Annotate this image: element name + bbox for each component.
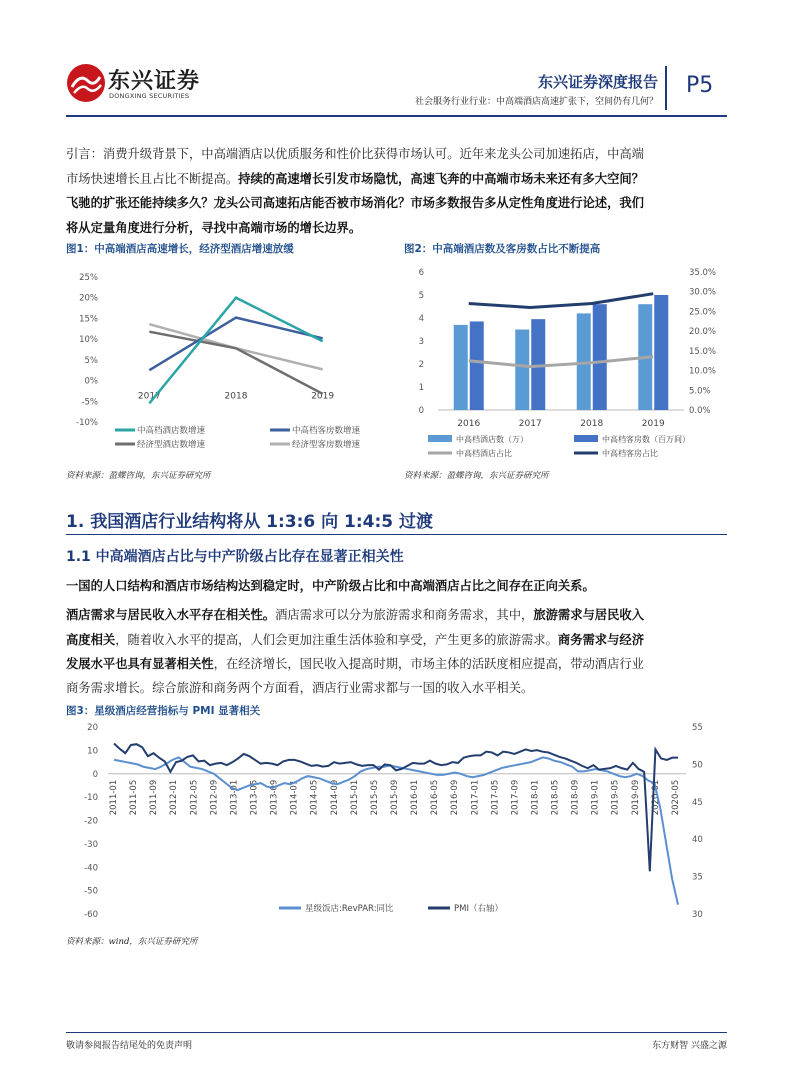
fig3-xtick-label: 2017-09 <box>510 779 521 816</box>
fig2-ytick-right: 35.0% <box>689 268 717 278</box>
fig3-xtick-label: 2011-05 <box>129 779 140 816</box>
fig1-ytick-label: 20% <box>79 293 98 304</box>
fig2-bar <box>593 304 607 410</box>
fig3-legend-label: PMI（右轴） <box>454 904 503 914</box>
fig3-xtick-label: 2020-01 <box>650 779 661 816</box>
fig3-xtick-label: 2018-05 <box>550 779 561 816</box>
fig1-ytick-label: -10% <box>76 418 98 428</box>
fig2-chart <box>404 262 729 462</box>
fig3-xtick-label: 2011-09 <box>149 779 160 816</box>
footer-slogan: 东方财智 兴盛之源 <box>652 1041 727 1051</box>
fig3-xtick-label: 2017-05 <box>490 779 501 816</box>
fig3-ytick-left: -60 <box>84 910 98 920</box>
fig3-xtick-label: 2016-01 <box>410 779 421 816</box>
header-divider <box>665 66 667 110</box>
fig3-ytick-left: 20 <box>87 723 98 733</box>
brand-name-en: DONGXING SECURITIES <box>109 92 190 100</box>
fig1-ytick-label: 15% <box>79 314 98 325</box>
fig3-ytick-left: 10 <box>87 746 98 757</box>
fig1-ytick-label: 10% <box>79 335 98 346</box>
fig2-bar <box>654 295 668 410</box>
brand-name-cn: 东兴证券 <box>108 69 201 94</box>
fig3-xtick-label: 2012-05 <box>189 779 200 816</box>
fig2-series-line <box>469 294 654 308</box>
fig1-legend-label: 经济型客房数增速 <box>292 440 361 450</box>
fig3-xtick-label: 2012-01 <box>169 779 180 816</box>
fig3-xtick-label: 2016-05 <box>430 779 441 816</box>
fig3-ytick-right: 40 <box>692 835 703 846</box>
fig2-xtick-label: 2018 <box>580 419 604 429</box>
fig2-series-line <box>469 357 654 367</box>
fig3-ytick-left: 0 <box>92 769 98 780</box>
fig2-ytick-right: 25.0% <box>689 307 717 318</box>
fig2-legend-label: 中高档客房数（百万间） <box>602 435 690 444</box>
fig3-ytick-right: 30 <box>692 910 703 920</box>
header-rule <box>66 115 727 117</box>
fig3-source: 资料来源：wind，东兴证券研究所 <box>66 937 198 947</box>
fig2-xtick-label: 2017 <box>518 419 542 429</box>
paragraph-line: 酒店需求与居民收入水平存在相关性。酒店需求可以分为旅游需求和商务需求，其中，旅游需求与居民收入 <box>66 607 644 622</box>
company-logo-icon <box>66 63 106 103</box>
paragraph-line: 商务需求增长。综合旅游和商务两个方面看，酒店行业需求都与一国的收入水平相关。 <box>66 680 534 695</box>
fig3-xtick-label: 2019-09 <box>630 779 641 816</box>
footer-disclaimer: 敬请参阅报告结尾处的免责声明 <box>66 1041 193 1051</box>
fig2-ytick-right: 15.0% <box>689 346 717 357</box>
fig2-legend-label: 中高档客房占比 <box>602 449 658 458</box>
fig2-ytick-left: 1 <box>418 383 424 393</box>
fig3-ytick-left: -40 <box>84 863 98 874</box>
fig3-xtick-label: 2016-09 <box>450 779 461 816</box>
fig1-xtick-label: 2017 <box>137 391 161 402</box>
fig2-source: 资料来源：盈蝶咨询，东兴证券研究所 <box>404 471 549 481</box>
paragraph-line: 发展水平也具有显著相关性，在经济增长，国民收入提高时期，市场主体的活跃度相应提高，带动酒店行业 <box>66 656 644 671</box>
fig3-xtick-label: 2019-05 <box>610 779 621 816</box>
fig3-xtick-label: 2014-09 <box>329 779 340 816</box>
fig3-xtick-label: 2014-01 <box>289 779 300 816</box>
fig3-xtick-label: 2015-01 <box>349 779 360 816</box>
intro-paragraph <box>66 143 736 240</box>
fig3-ytick-right: 50 <box>692 760 703 771</box>
fig3-series-line <box>114 757 678 904</box>
fig2-ytick-right: 30.0% <box>689 287 717 298</box>
fig1-chart <box>66 262 386 460</box>
report-subtitle: 社会服务行业行业：中高端酒店高速扩张下，空间仍有几何？ <box>414 97 658 107</box>
fig3-xtick-label: 2015-05 <box>369 779 380 816</box>
fig3-xtick-label: 2017-01 <box>470 779 481 816</box>
fig3-legend-label: 星级饭店:RevPAR:同比 <box>305 904 394 914</box>
fig3-xtick-label: 2012-09 <box>209 779 220 816</box>
intro-line: 引言：消费升级背景下，中高端酒店以优质服务和性价比获得市场认可。近年来龙头公司加速拓店，中高端 <box>66 147 644 161</box>
fig3-xtick-label: 2019-01 <box>590 779 601 816</box>
fig1-series-line <box>149 298 322 404</box>
fig1-title: 图1：中高端酒店高速增长，经济型酒店增速放缓 <box>66 243 294 255</box>
fig1-ytick-label: 25% <box>79 273 98 283</box>
fig3-ytick-left: -10 <box>84 793 98 804</box>
fig2-ytick-left: 3 <box>418 337 424 347</box>
fig2-legend-swatch <box>574 435 598 442</box>
fig3-xtick-label: 2020-05 <box>670 779 681 816</box>
fig3-ytick-right: 55 <box>692 723 703 733</box>
fig3-title: 图3：星级酒店经营指标与 PMI 显著相关 <box>66 705 261 717</box>
fig2-ytick-right: 10.0% <box>689 366 717 377</box>
fig3-xtick-label: 2015-09 <box>389 779 400 816</box>
fig3-ytick-left: -20 <box>84 816 98 827</box>
fig2-legend-label: 中高档酒店数（万） <box>456 435 528 444</box>
fig3-xtick-label: 2014-05 <box>309 779 320 816</box>
fig2-bar <box>470 321 484 410</box>
fig3-xtick-label: 2018-09 <box>570 779 581 816</box>
fig3-chart <box>66 718 731 928</box>
fig2-ytick-right: 0.0% <box>689 406 711 416</box>
fig2-ytick-left: 0 <box>418 406 424 416</box>
fig2-legend-swatch <box>428 435 452 442</box>
section-lead: 一国的人口结构和酒店市场结构达到稳定时，中产阶级占比和中高端酒店占比之间存在正向关系。 <box>66 578 595 593</box>
intro-line: 将从定量角度进行分析，寻找中高端市场的增长边界。 <box>66 219 362 235</box>
section-rule <box>66 534 727 535</box>
section-paragraph <box>66 603 736 700</box>
fig3-ytick-right: 45 <box>692 797 703 808</box>
fig3-xtick-label: 2018-01 <box>530 779 541 816</box>
fig2-xtick-label: 2016 <box>457 419 481 429</box>
fig3-xtick-label: 2013-05 <box>249 779 260 816</box>
fig3-xtick-label: 2011-01 <box>109 779 119 816</box>
fig2-ytick-left: 6 <box>418 268 424 278</box>
fig2-bar <box>515 330 529 411</box>
page-number: P5 <box>686 73 714 98</box>
fig1-ytick-label: -5% <box>81 397 98 408</box>
fig2-ytick-left: 2 <box>418 360 424 370</box>
fig2-xtick-label: 2019 <box>641 419 665 429</box>
fig3-ytick-right: 35 <box>692 872 703 883</box>
paragraph-line: 高度相关，随着收入水平的提高，人们会更加注重生活体验和享受，产生更多的旅游需求。商务需求与经济 <box>66 631 644 647</box>
fig2-ytick-right: 20.0% <box>689 327 717 338</box>
fig1-legend-label: 中高档客房数增速 <box>292 426 361 436</box>
fig1-ytick-label: 5% <box>84 355 98 366</box>
fig2-ytick-right: 5.0% <box>689 386 711 397</box>
fig3-xtick-label: 2013-09 <box>269 779 280 816</box>
fig1-xtick-label: 2018 <box>224 391 248 402</box>
subsection-heading: 1.1 中高端酒店占比与中产阶级占比存在显著正相关性 <box>66 549 404 565</box>
fig3-xtick-label: 2013-01 <box>229 779 240 816</box>
fig2-ytick-left: 4 <box>418 314 424 324</box>
footer-rule <box>66 1032 727 1033</box>
fig3-ytick-left: -30 <box>84 839 98 850</box>
report-title: 东兴证券深度报告 <box>537 73 658 91</box>
fig2-ytick-left: 5 <box>418 291 424 301</box>
fig2-legend-label: 中高档酒店占比 <box>456 449 512 458</box>
fig1-ytick-label: 0% <box>84 376 98 387</box>
section-heading: 1. 我国酒店行业结构将从 1:3:6 向 1:4:5 过渡 <box>66 512 434 532</box>
fig2-title: 图2：中高端酒店数及客房数占比不断提高 <box>404 243 601 255</box>
fig1-xtick-label: 2019 <box>311 391 335 402</box>
fig1-legend-label: 中高档酒店数增速 <box>137 426 206 436</box>
intro-line: 市场快速增长且占比不断提高。持续的高速增长引发市场隐忧，高速飞奔的中高端市场未来还有多大空间？ <box>66 170 644 186</box>
fig1-source: 资料来源：盈蝶咨询，东兴证券研究所 <box>66 471 211 481</box>
intro-line: 飞驰的扩张还能持续多久？龙头公司高速拓店能否被市场消化？市场多数报告多从定性角度进行论述，我们 <box>66 195 644 210</box>
fig2-bar <box>454 325 468 410</box>
fig3-ytick-left: -50 <box>84 886 98 897</box>
fig1-legend-label: 经济型酒店数增速 <box>137 440 206 450</box>
